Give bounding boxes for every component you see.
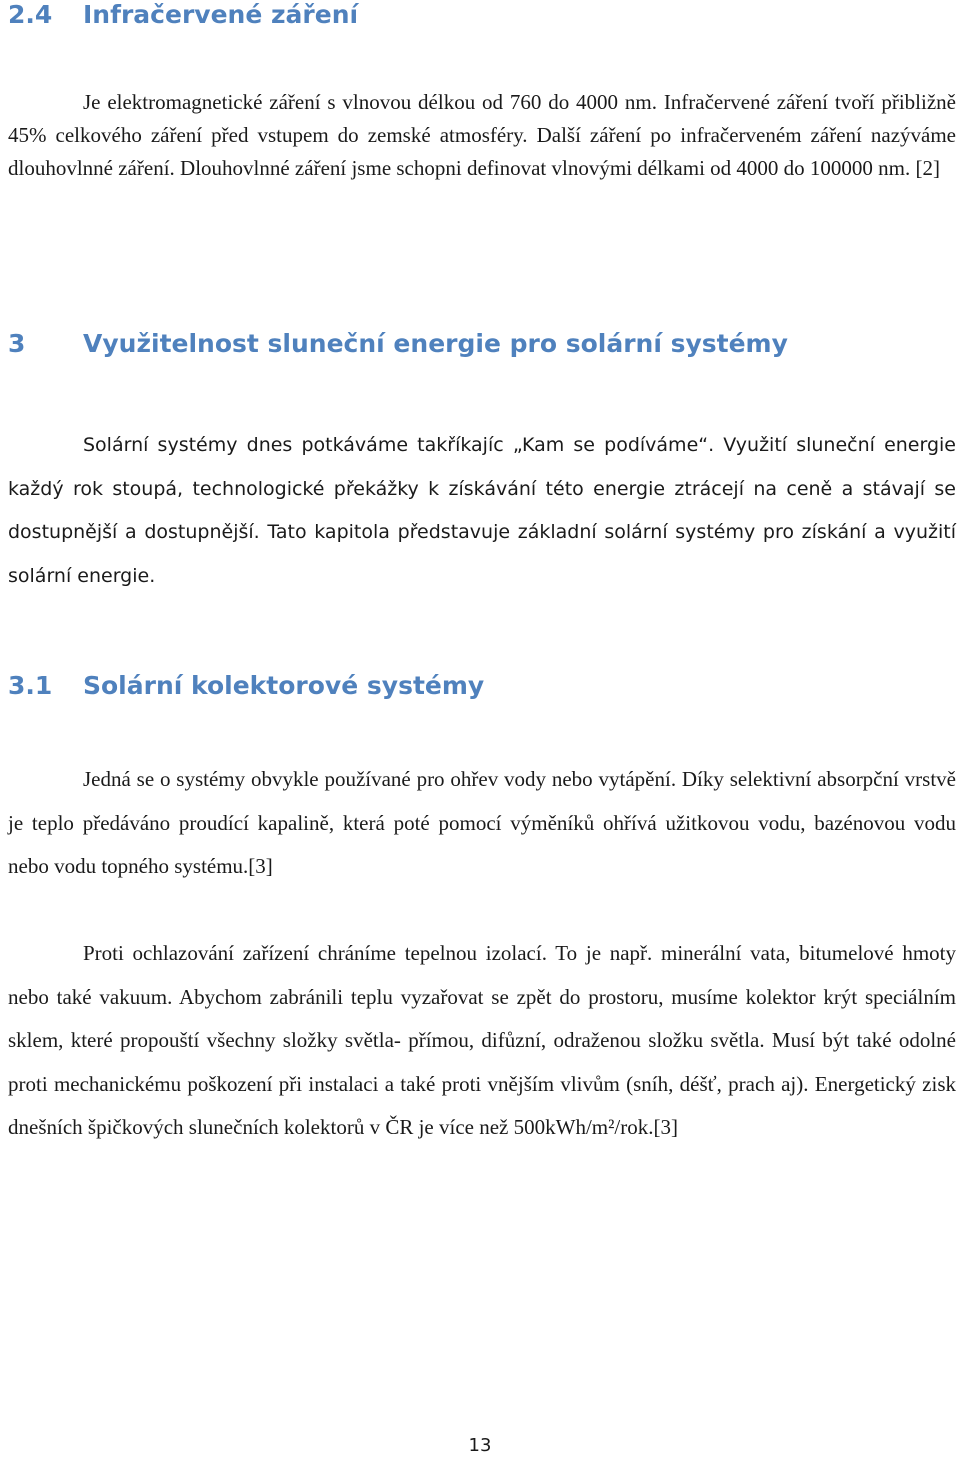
paragraph-infrared: Je elektromagnetické záření s vlnovou délkou od 760 do 4000 nm. Infračervené záření tvoří přibližně 45% celkového záření před vstupem do zemské atmosféry. Další záření po infračerveném záření nazýváme dlouhovlnné záření. Dlouhovlnné záření jsme schopni definovat vlnovými délkami od 4000 do 100000 nm. [2] (8, 90, 956, 180)
heading-section-3-1 (8, 671, 485, 700)
paragraph-insulation: Proti ochlazování zařízení chráníme tepelnou izolací. To je např. minerální vata, bitumelové hmoty nebo také vakuum. Abychom zabránili teplu vyzařovat se zpět do prostoru, musíme kolektor krýt speciálním sklem, které propouští všechny složky světla- přímou, difůzní, odraženou složku světla. Musí být také odolné proti mechanickému poškození při instalaci a také proti vnějším vlivům (sníh, déšť, prach aj). Energetický zisk dnešních špičkových slunečních kolektorů v ČR je více než 500kWh/m²/rok.[3] (8, 941, 956, 1139)
heading-section-2-4 (8, 0, 359, 29)
heading-title: Využitelnost sluneční energie pro solární systémy (83, 329, 788, 358)
heading-number: 3 (8, 329, 26, 358)
heading-chapter-3 (8, 329, 788, 358)
heading-number: 2.4 (8, 0, 53, 29)
page-number: 13 (468, 1435, 492, 1456)
heading-title: Solární kolektorové systémy (83, 671, 485, 700)
heading-title: Infračervené záření (83, 0, 359, 29)
paragraph-solar-systems-intro: Solární systémy dnes potkáváme takříkajíc „Kam se podíváme“. Využití sluneční energie každý rok stoupá, technologické překážky k získávání této energie ztrácejí na ceně a stávají se dostupnější a dostupnější. Tato kapitola představuje základní solární systémy pro získání a využití solární energie. (8, 434, 956, 587)
paragraph-collector-systems: Jedná se o systémy obvykle používané pro ohřev vody nebo vytápění. Díky selektivní absorpční vrstvě je teplo předáváno proudící kapalině, která poté pomocí výměníků ohřívá užitkovou vodu, bazénovou vodu nebo vodu topného systému.[3] (8, 767, 956, 878)
heading-number: 3.1 (8, 671, 53, 700)
